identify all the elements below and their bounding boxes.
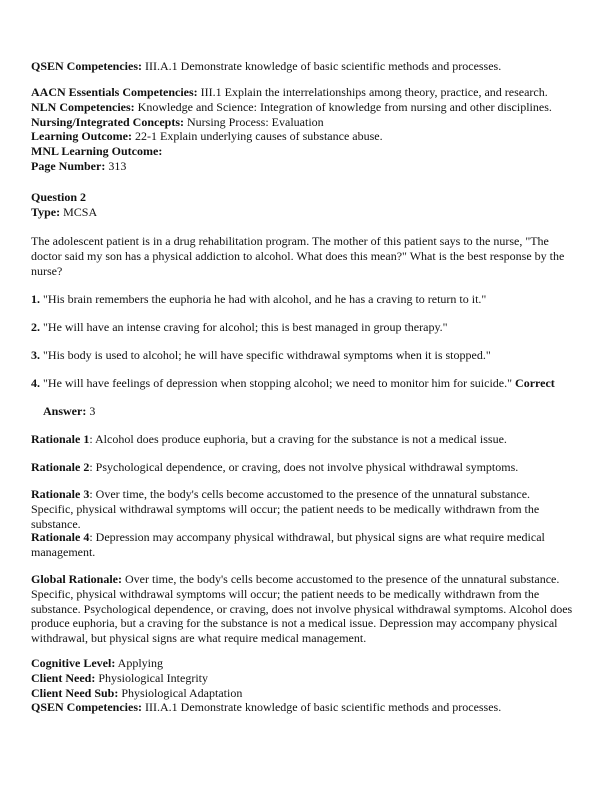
footer-meta xyxy=(31,656,571,715)
question-stem: The adolescent patient is in a drug rehabilitation program. The mother of this patient says to the nurse, "The doctor said my son has a physical addiction to alcohol. What does this mean?" What is the best response by the nurse? xyxy=(31,234,565,278)
rationale-2: Rationale 2: Psychological dependence, or craving, does not involve physical withdrawal symptoms. xyxy=(31,460,519,474)
nln-line: NLN Competencies: Knowledge and Science: Integration of knowledge from nursing and other disciplines. xyxy=(31,99,552,114)
option-4: 4. "He will have feelings of depression when stopping alcohol; we need to monitor him for suicide." Correct xyxy=(31,376,555,390)
rationale-3: Rationale 3: Over time, the body's cells become accustomed to the presence of the unnatural substance. Specific, physical withdrawal symptoms will occur; the patient needs to be medically withdrawn from the substance. xyxy=(31,487,540,531)
qsen-line: QSEN Competencies: III.A.1 Demonstrate knowledge of basic scientific methods and processes. xyxy=(31,59,502,73)
question-title: Question 2 xyxy=(31,190,87,204)
rationale-4: Rationale 4: Depression may accompany physical withdrawal, but physical signs are what require medical management. xyxy=(31,530,545,559)
option-1: 1. "His brain remembers the euphoria he had with alcohol, and he has a craving to return to it." xyxy=(31,292,487,306)
cognitive-level-line: Cognitive Level: Applying xyxy=(31,656,164,670)
option-2: 2. "He will have an intense craving for alcohol; this is best managed in group therapy." xyxy=(31,320,448,334)
question-header: Question 2 Type: MCSA xyxy=(31,190,98,219)
lo-line: Learning Outcome: 22-1 Explain underlying causes of substance abuse. xyxy=(31,129,383,144)
page-number-line: Page Number: 313 xyxy=(31,158,127,173)
client-need-sub-line: Client Need Sub: Physiological Adaptation xyxy=(31,685,243,700)
client-need-line: Client Need: Physiological Integrity xyxy=(31,670,208,685)
nic-line: Nursing/Integrated Concepts: Nursing Process: Evaluation xyxy=(31,114,324,129)
answer-line: Answer: 3 xyxy=(43,404,96,418)
option-3: 3. "His body is used to alcohol; he will have specific withdrawal symptoms when it is stopped." xyxy=(31,348,491,362)
mnl-line: MNL Learning Outcome: xyxy=(31,144,163,159)
aacn-line: AACN Essentials Competencies: III.1 Explain the interrelationships among theory, practice, and research. xyxy=(31,85,548,99)
qsen-footer-line: QSEN Competencies: III.A.1 Demonstrate knowledge of basic scientific methods and processes. xyxy=(31,700,502,715)
meta-block xyxy=(31,85,571,174)
global-rationale: Global Rationale: Over time, the body's cells become accustomed to the presence of the unnatural substance. Specific, physical withdrawal symptoms will occur; the patient needs to be medically withdrawn from the substance. Psychological dependence, or craving, does not involve physical withdrawal symptoms. Alcohol does produce euphoria, but a craving for the substance is not a medical issue. Depression may accompany physical withdrawal, but physical signs are what require medical management. xyxy=(31,572,573,646)
rationale-1: Rationale 1: Alcohol does produce euphoria, but a craving for the substance is not a medical issue. xyxy=(31,432,507,446)
correct-label: Correct xyxy=(515,376,555,390)
